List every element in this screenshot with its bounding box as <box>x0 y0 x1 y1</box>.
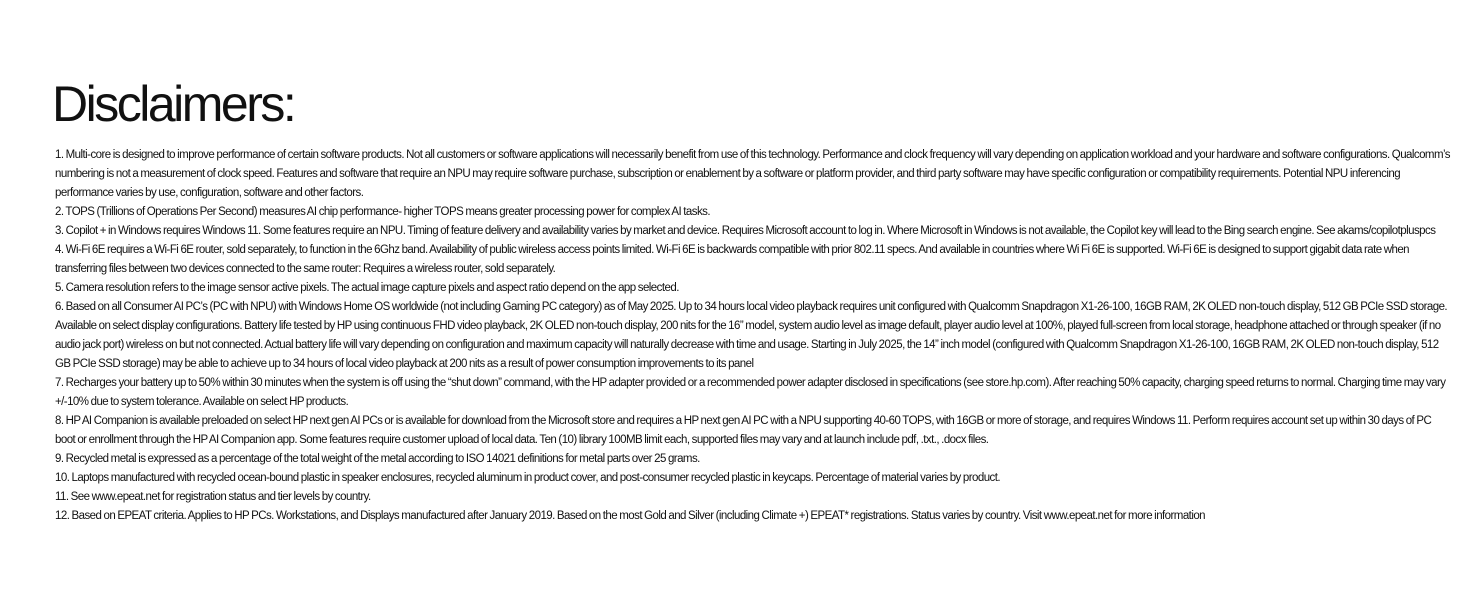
disclaimer-item-3: 3. Copilot + in Windows requires Windows 11. Some features require an NPU. Timing of feature delivery and availability varies by market and device. Requires Microsoft account to log in. Where Microsoft in Windows is not available, the Copilot key will lead to the Bing search engine. See akams/copilotpluspcs <box>55 225 1436 237</box>
disclaimer-item-1: 1. Multi-core is designed to improve performance of certain software products. Not all customers or software applications will necessarily benefit from use of this technology. Performance and clock frequency will vary depending on application workload and your hardware and software configurations. Qualcomm’s numbering is not a measurement of clock speed. Features and software that require an NPU may require software purchase, subscription or enablement by a software or platform provider, and third party software may have specific configuration or compatibility requirements. Potential NPU inferencing performance varies by use, configuration, software and other factors. <box>55 149 1450 199</box>
disclaimer-item-8: 8. HP AI Companion is available preloaded on select HP next gen AI PCs or is available for download from the Microsoft store and requires a HP next gen AI PC with a NPU supporting 40-60 TOPS, with 16GB or more of storage, and requires Windows 11. Perform requires account set up within 30 days of PC boot or enrollment through the HP AI Companion app. Some features require customer upload of local data. Ten (10) library 100MB limit each, supported files may vary and at launch include pdf, .txt., .docx files. <box>55 415 1432 446</box>
disclaimer-item-10: 10. Laptops manufactured with recycled ocean-bound plastic in speaker enclosures, recycled aluminum in product cover, and post-consumer recycled plastic in keycaps. Percentage of material varies by product. <box>55 472 1001 484</box>
disclaimer-item-4: 4. Wi-Fi 6E requires a Wi-Fi 6E router, sold separately, to function in the 6Ghz band. Availability of public wireless access points limited. Wi-Fi 6E is backwards compatible with prior 802.11 specs. And available in countries where Wi Fi 6E is supported. Wi-Fi 6E is designed to support gigabit data rate when transferring files between two devices connected to the same router: Requires a wireless router, sold separately. <box>55 244 1410 275</box>
disclaimer-item-2: 2. TOPS (Trillions of Operations Per Second) measures AI chip performance- higher TOPS means greater processing power for complex AI tasks. <box>55 206 710 218</box>
disclaimer-item-9: 9. Recycled metal is expressed as a percentage of the total weight of the metal according to ISO 14021 definitions for metal parts over 25 grams. <box>55 453 700 465</box>
disclaimer-list <box>52 146 1452 526</box>
disclaimer-item-7: 7. Recharges your battery up to 50% within 30 minutes when the system is off using the “shut down” command, with the HP adapter provided or a recommended power adapter disclosed in specifications (see store.hp.com). After reaching 50% capacity, charging speed returns to normal. Charging time may vary +/-10% due to system tolerance. Available on select HP products. <box>55 377 1446 408</box>
disclaimer-item-11: 11. See www.epeat.net for registration status and tier levels by country. <box>55 491 371 503</box>
disclaimer-item-5: 5. Camera resolution refers to the image sensor active pixels. The actual image capture pixels and aspect ratio depend on the app selected. <box>55 282 679 294</box>
disclaimers-section <box>52 78 1452 526</box>
disclaimer-item-12: 12. Based on EPEAT criteria. Applies to HP PCs. Workstations, and Displays manufactured after January 2019. Based on the most Gold and Silver (including Climate +) EPEAT* registrations. Status varies by country. Visit www.epeat.net for more information <box>55 510 1206 522</box>
page-title: Disclaimers: <box>52 76 295 132</box>
disclaimer-item-6: 6. Based on all Consumer AI PC’s (PC with NPU) with Windows Home OS worldwide (not including Gaming PC category) as of May 2025. Up to 34 hours local video playback requires unit configured with Qualcomm Snapdragon X1-26-100, 16GB RAM, 2K OLED non-touch display, 512 GB PCIe SSD storage. Available on select display configurations. Battery life tested by HP using continuous FHD video playback, 2K OLED non-touch display, 200 nits for the 16” model, system audio level as image default, player audio level at 100%, played full-screen from local storage, headphone attached or through speaker (if no audio jack port) wireless on but not connected. Actual battery life will vary depending on configuration and maximum capacity will naturally decrease with time and usage. Starting in July 2025, the 14” inch model (configured with Qualcomm Snapdragon X1-26-100, 16GB RAM, 2K OLED non-touch display, 512 GB PCIe SSD storage) may be able to achieve up to 34 hours of local video playback at 200 nits as a result of power consumption improvements to its panel <box>55 301 1448 370</box>
